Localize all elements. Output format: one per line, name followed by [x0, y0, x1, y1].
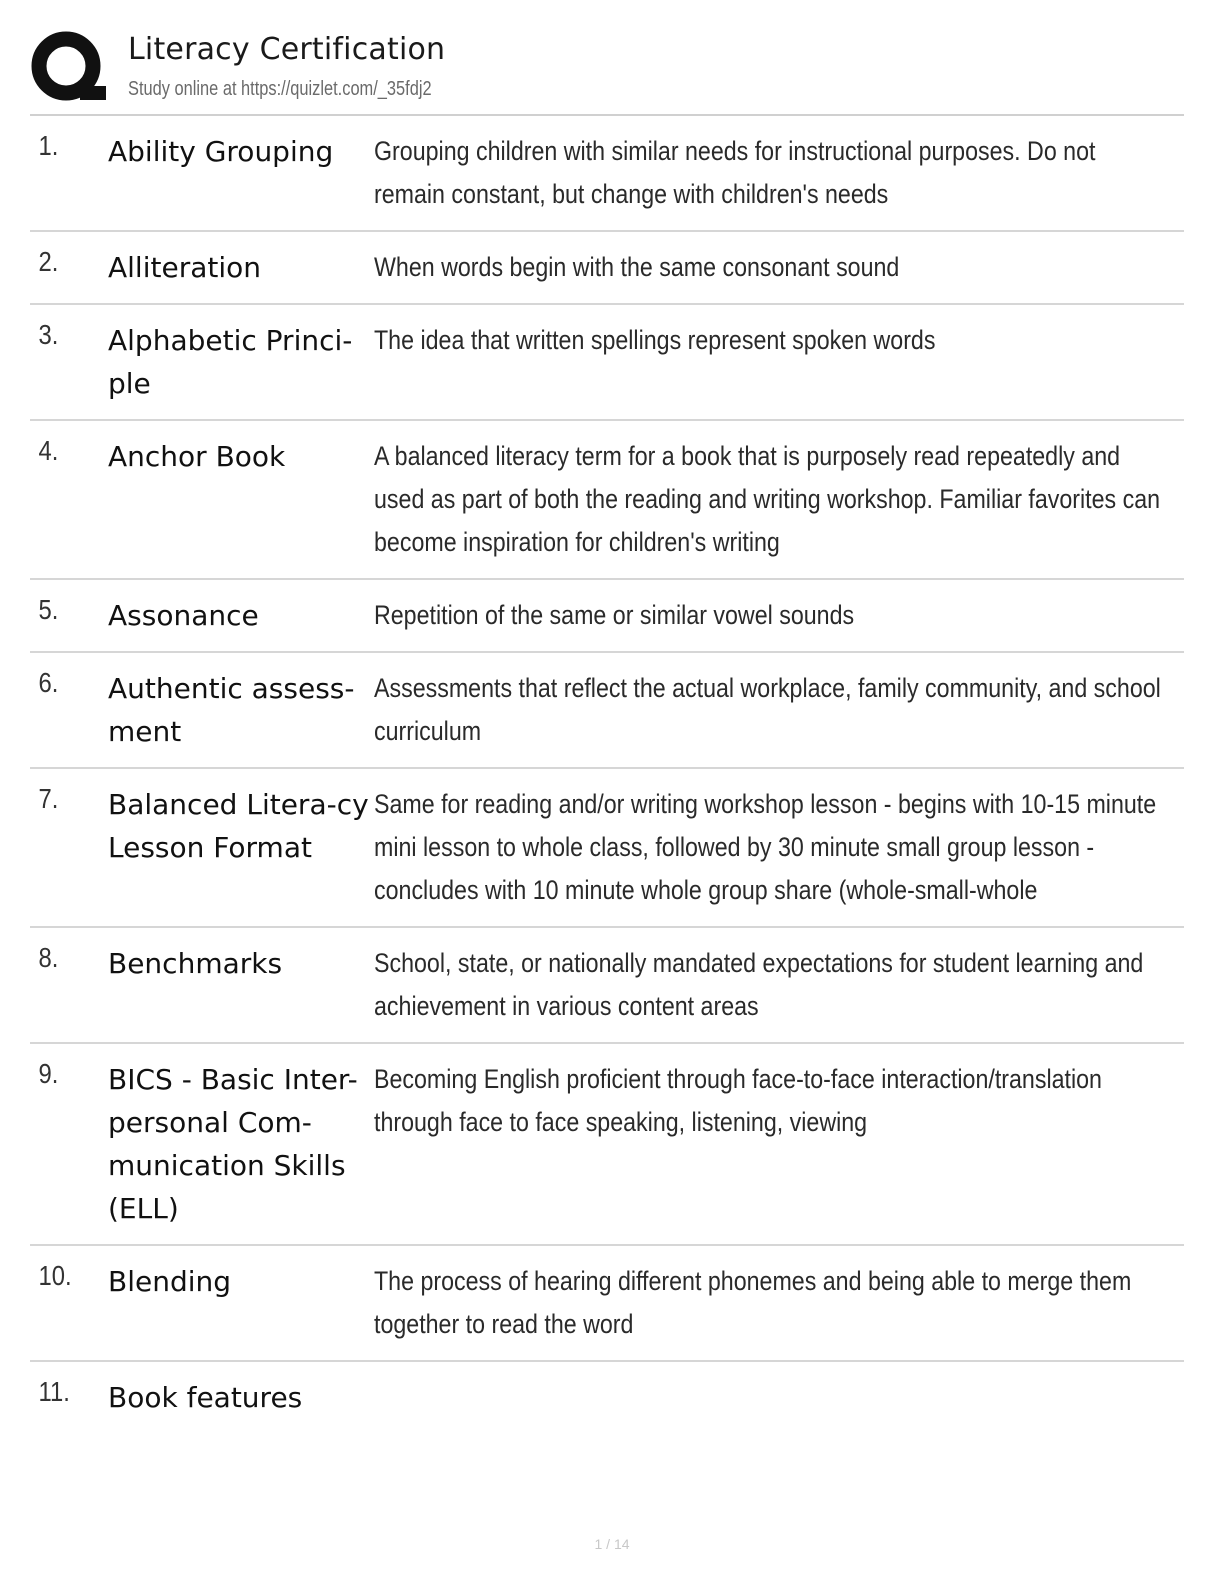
term-label: BICS - Basic Inter-personal Com-munication Skills (ELL) — [108, 1063, 358, 1225]
term-label: Balanced Litera-cy Lesson Format — [108, 788, 369, 864]
term-row — [30, 653, 1184, 769]
term-definition-text: When words begin with the same consonant sound — [374, 252, 900, 282]
term-number: 10. — [38, 1260, 72, 1291]
term-label: Alliteration — [108, 251, 262, 284]
term-label: Assonance — [108, 599, 259, 632]
term-number: 8. — [38, 942, 59, 973]
term-label: Anchor Book — [108, 440, 286, 473]
term-definition — [374, 305, 1184, 419]
term-definition — [374, 769, 1184, 926]
term-row — [30, 1246, 1184, 1362]
term-definition — [374, 928, 1184, 1042]
term-definition — [374, 580, 1184, 651]
term-row — [30, 1044, 1184, 1246]
term-number: 3. — [38, 319, 59, 350]
term-definition-text: Assessments that reflect the actual workplace, family community, and school curriculum — [374, 673, 1161, 746]
study-online-link[interactable]: Study online at https://quizlet.com/_35fdj2 — [128, 78, 432, 100]
term-row — [30, 1362, 1184, 1433]
quizlet-logo-icon — [30, 30, 108, 108]
term-row — [30, 305, 1184, 421]
term-number: 6. — [38, 667, 59, 698]
term-number: 1. — [38, 130, 59, 161]
term-number: 7. — [38, 783, 59, 814]
term-list — [30, 116, 1184, 1433]
term-label: Blending — [108, 1265, 232, 1298]
term-row — [30, 116, 1184, 232]
term-label: Authentic assess-ment — [108, 672, 355, 748]
term-definition — [374, 653, 1184, 767]
term-number: 11. — [38, 1376, 70, 1407]
term-label: Book features — [108, 1381, 303, 1414]
term-definition-text: Grouping children with similar needs for instructional purposes. Do not remain constant, but change with children's needs — [374, 136, 1096, 209]
term-definition — [374, 1246, 1184, 1360]
term-row — [30, 580, 1184, 653]
term-row — [30, 421, 1184, 580]
term-definition-text: The idea that written spellings represent spoken words — [374, 325, 936, 355]
term-number: 9. — [38, 1058, 59, 1089]
term-number: 4. — [38, 435, 59, 466]
term-definition — [374, 1362, 1184, 1433]
term-definition-text: The process of hearing different phonemes and being able to merge them together to read the word — [374, 1266, 1132, 1339]
term-definition-text: School, state, or nationally mandated expectations for student learning and achievement in various content areas — [374, 948, 1144, 1021]
term-definition — [374, 116, 1184, 230]
term-label: Benchmarks — [108, 947, 283, 980]
flashcard-page — [30, 28, 1184, 1433]
page-title: Literacy Certification — [128, 32, 446, 67]
term-definition — [374, 232, 1184, 303]
term-definition — [374, 421, 1184, 578]
term-definition-text: Repetition of the same or similar vowel sounds — [374, 600, 855, 630]
term-row — [30, 928, 1184, 1044]
term-definition-text: Same for reading and/or writing workshop lesson - begins with 10-15 minute mini lesson to whole class, followed by 30 minute small group lesson -concludes with 10 minute whole group share (whole-small-whole — [374, 789, 1157, 905]
term-definition — [374, 1044, 1184, 1244]
page-number: 1 / 14 — [594, 1536, 630, 1552]
page-header — [30, 28, 1184, 116]
term-label: Alphabetic Princi-ple — [108, 324, 353, 400]
term-label: Ability Grouping — [108, 135, 334, 168]
term-number: 5. — [38, 594, 59, 625]
term-row — [30, 769, 1184, 928]
term-definition-text: Becoming English proficient through face-to-face interaction/translation through face to face speaking, listening, viewing — [374, 1064, 1102, 1137]
term-number: 2. — [38, 246, 59, 277]
term-definition-text: A balanced literacy term for a book that is purposely read repeatedly and used as part of both the reading and writing workshop. Familiar favorites can become inspiration for children's writing — [374, 441, 1161, 557]
term-row — [30, 232, 1184, 305]
